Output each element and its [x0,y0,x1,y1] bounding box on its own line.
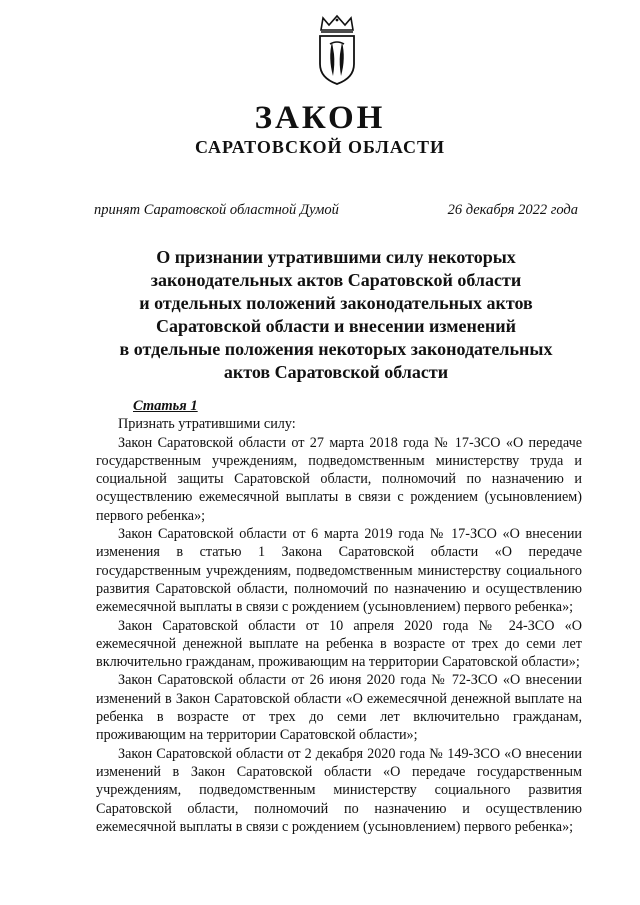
heading-line: актов Саратовской области [223,362,449,382]
article-paragraph: Закон Саратовской области от 27 марта 2018 года № 17-ЗСО «О передаче государственным учреждениям, подведомственным министерству труда и социальной защиты Саратовской области, полномочий по назначению и осуществлению ежемесячной выплаты в связи с рождением (усыновлением) первого ребенка»; [96,434,582,524]
article-body [96,397,582,836]
law-heading [70,246,602,384]
region-subtitle: САРАТОВСКОЙ ОБЛАСТИ [194,137,446,157]
heading-line: законодательных актов Саратовской области [150,270,522,290]
heading-line: Саратовской области и внесении изменений [155,316,517,336]
article-paragraph: Закон Саратовской области от 26 июня 2020 года № 72-ЗСО «О внесении изменений в Закон Саратовской области «О ежемесячной денежной выплате на ребенка в возрасте от трех до семи лет включительно гражданам, проживающим на территории Саратовской области»; [96,672,582,744]
adopted-by-text: принят Саратовской областной Думой [94,202,339,218]
heading-line: и отдельных положений законодательных актов [139,293,533,313]
article-paragraph: Закон Саратовской области от 6 марта 2019 года № 17-ЗСО «О внесении изменения в статью 1 Закона Саратовской области «О передаче государственным учреждениям, подведомственным министерству социального развития Саратовской области, полномочий по назначению и осуществлению ежемесячной выплаты в связи с рождением (усыновлением) первого ребенка»; [96,526,582,616]
article-intro: Признать утратившими силу: [118,416,296,433]
adoption-date: 26 декабря 2022 года [447,202,578,218]
heading-line: в отдельные положения некоторых законодательных [119,339,553,359]
article-label: Статья 1 [133,398,198,414]
coat-of-arms-emblem [316,14,358,86]
article-paragraph: Закон Саратовской области от 10 апреля 2020 года № 24-ЗСО «О ежемесячной денежной выплате на ребенка в возрасте от трех до семи лет включительно гражданам, проживающим на территории Саратовской области»; [96,617,582,671]
heading-line: О признании утратившими силу некоторых [156,247,516,267]
article-paragraph: Закон Саратовской области от 2 декабря 2020 года № 149-ЗСО «О внесении изменений в Закон Саратовской области «О передаче государственным учреждениям, подведомственным министерству социального развития Саратовской области, полномочий по назначению и осуществлению ежемесячной выплаты в связи с рождением (усыновлением) первого ребенка»; [96,745,582,835]
law-title: ЗАКОН [254,100,386,136]
